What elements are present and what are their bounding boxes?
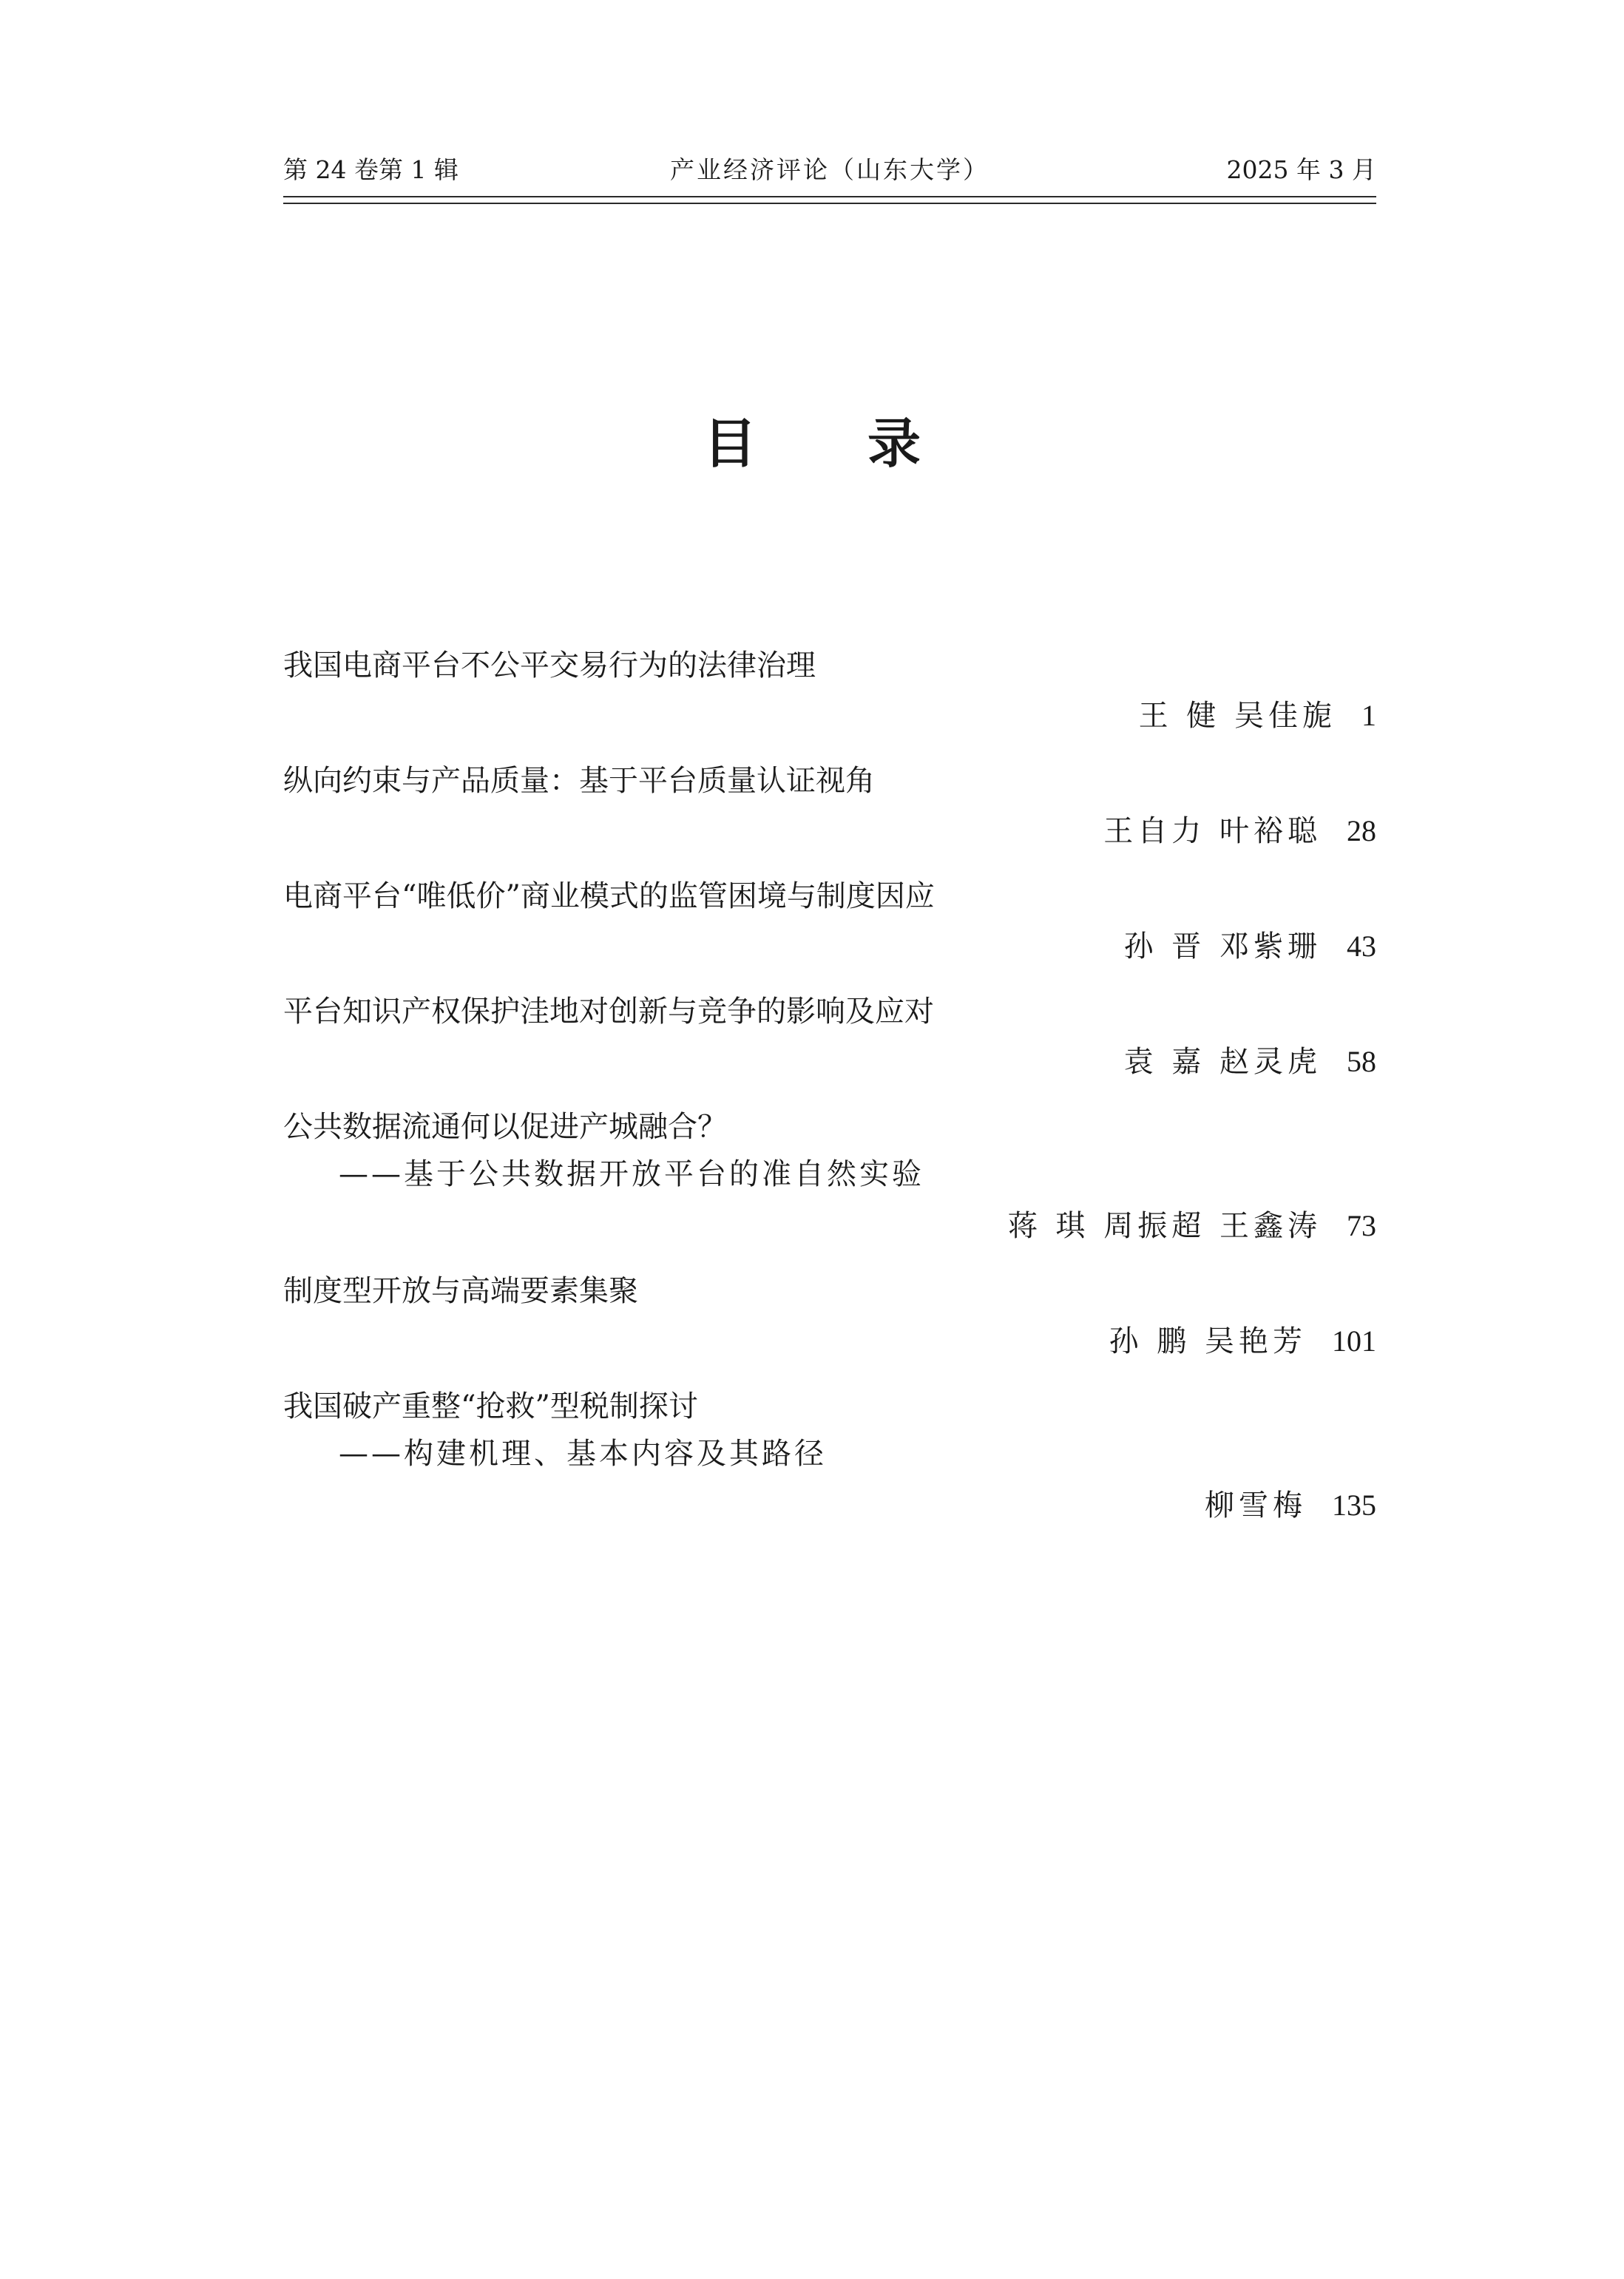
toc-entry-title[interactable]: 我国电商平台不公平交易行为的法律治理 — [283, 649, 816, 683]
toc-entry-title[interactable]: 纵向约束与产品质量：基于平台质量认证视角 — [283, 764, 875, 798]
toc-entry-page-number: 135 — [1332, 1489, 1376, 1522]
toc-heading-char-2: 录 — [867, 412, 921, 475]
toc-entry-authors: 王 健 吴佳旎 — [1138, 699, 1336, 733]
toc-entry-authors: 王自力 叶裕聪 — [1103, 814, 1322, 848]
toc-entry-authors: 孙 鹏 吴艳芳 — [1109, 1324, 1307, 1358]
toc-entry-page-number: 1 — [1361, 699, 1376, 732]
running-header — [283, 151, 1376, 189]
toc-entry-page-number: 58 — [1347, 1045, 1376, 1078]
toc-entry-title[interactable]: 电商平台“唯低价”商业模式的监管困境与制度因应 — [283, 879, 935, 913]
toc-entry-byline — [1139, 697, 1376, 735]
toc-entry-authors: 孙 晋 邓紫珊 — [1123, 929, 1322, 964]
toc-entry-byline — [1008, 1207, 1376, 1245]
toc-entry-authors: 蒋 琪 周振超 王鑫涛 — [1007, 1209, 1322, 1243]
toc-entry-authors: 袁 嘉 赵灵虎 — [1123, 1045, 1322, 1079]
toc-entry-page-number: 28 — [1347, 814, 1376, 847]
toc-entry-authors: 柳雪梅 — [1205, 1489, 1307, 1523]
header-rule-top — [283, 196, 1376, 197]
toc-entry-page-number: 43 — [1347, 929, 1376, 963]
toc-entry-title[interactable]: 公共数据流通何以促进产城融合？ — [283, 1110, 727, 1144]
header-rule-bottom — [283, 203, 1376, 204]
header-journal-name: 产业经济评论（山东大学） — [670, 155, 989, 184]
toc-heading-char-1: 目 — [703, 412, 757, 475]
toc-entry-page-number: 73 — [1347, 1209, 1376, 1242]
toc-heading — [0, 410, 1624, 477]
toc-entry-byline — [1103, 812, 1376, 850]
header-date: 2025 年 3 月 — [1226, 155, 1376, 184]
toc-entry-byline — [1124, 927, 1376, 966]
toc-entry-byline — [1109, 1322, 1376, 1361]
toc-entry-subtitle: ——基于公共数据开放平台的准自然实验 — [339, 1157, 924, 1191]
toc-entry-title[interactable]: 平台知识产权保护洼地对创新与竞争的影响及应对 — [283, 995, 934, 1029]
toc-entry-title[interactable]: 制度型开放与高端要素集聚 — [283, 1274, 638, 1308]
toc-entry-page-number: 101 — [1332, 1324, 1376, 1358]
toc-entry-byline — [1124, 1043, 1376, 1081]
toc-entry-byline — [1205, 1486, 1376, 1525]
header-volume-issue: 第 24 卷第 1 辑 — [283, 155, 459, 184]
toc-entry-subtitle: ——构建机理、基本内容及其路径 — [339, 1437, 827, 1471]
toc-entry-title[interactable]: 我国破产重整“抢救”型税制探讨 — [283, 1389, 698, 1423]
